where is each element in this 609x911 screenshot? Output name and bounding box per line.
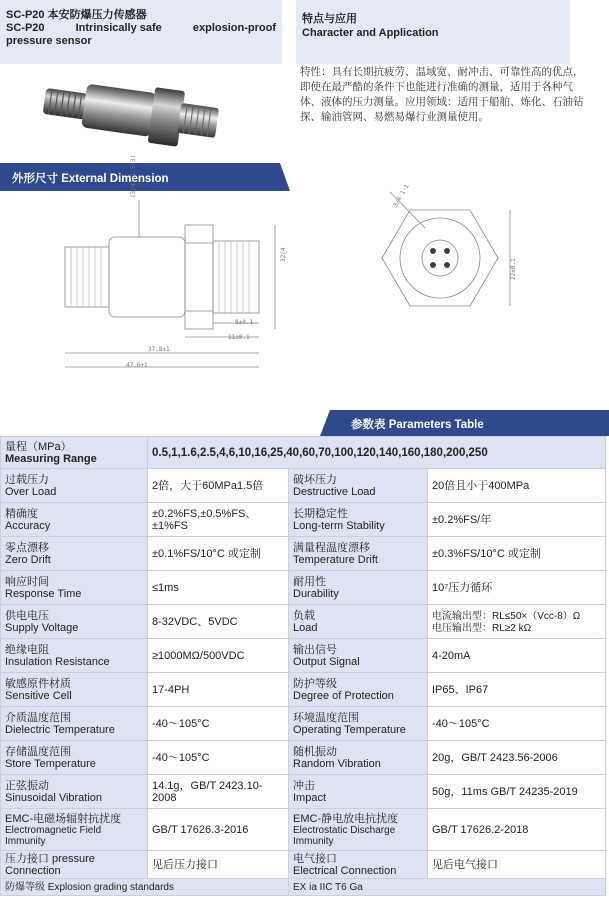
product-title-cn: SC-P20 本安防爆压力传感器: [6, 9, 147, 21]
cell-en: Store Temperature: [5, 757, 96, 770]
cell-cn: 压力接口 pressure Connection: [5, 852, 95, 877]
table-row: [1, 707, 606, 741]
cell-en: Durability: [293, 587, 339, 600]
param-value: [428, 673, 606, 707]
cell-en: Long-term Stability: [293, 519, 385, 532]
table-row: [1, 639, 606, 673]
param-label: [1, 707, 148, 741]
cell-value: ±0.2%FS/年: [432, 513, 492, 526]
param-value: [428, 537, 606, 571]
param-value: [148, 775, 289, 809]
measuring-range-value-cell: [148, 437, 606, 469]
param-value: [148, 639, 289, 673]
dimension-heading: 外形尺寸 External Dimension: [12, 173, 169, 185]
cell-cn: 精确度: [5, 507, 38, 520]
param-label: [289, 673, 428, 707]
cell-en: Electrostatic Discharge Immunity: [293, 824, 396, 847]
features-heading-box: [296, 0, 570, 64]
cell-en: Impact: [293, 791, 327, 804]
table-row: [1, 879, 606, 896]
cell-cn: 零点漂移: [5, 541, 49, 554]
cell-cn: 介质温度范围: [5, 711, 71, 724]
cell-cn: EMC-电磁场辐射抗扰度: [5, 812, 122, 825]
param-label: [289, 707, 428, 741]
cell-value: ≥1000MΩ/500VDC: [152, 649, 245, 662]
param-value: [148, 741, 289, 775]
table-row: [1, 775, 606, 809]
param-label: [1, 809, 148, 851]
param-value: [428, 571, 606, 605]
param-value: [428, 639, 606, 673]
param-value: [428, 503, 606, 537]
cell-cn: 随机振动: [293, 745, 337, 758]
cell-value: 见后电气接口: [432, 858, 498, 871]
cell-en: Response Time: [5, 587, 82, 600]
cell-en: Sensitive Cell: [5, 689, 72, 702]
table-row: [1, 605, 606, 639]
cell-cn: 防爆等级 Explosion grading standards: [5, 882, 174, 893]
dim-label-mid-length: 37.8±1: [148, 346, 170, 353]
measuring-range-value: 0.5,1,1.6,2.5,4,6,10,16,25,40,60,70,100,120,140,160,180,200,250: [152, 446, 488, 459]
cell-value: ±0.3%FS/10°C 或定制: [432, 547, 541, 560]
params-heading-wrap: [320, 410, 609, 436]
cell-cn: 过载压力: [5, 473, 49, 486]
param-value: [148, 571, 289, 605]
table-row: [1, 851, 606, 879]
cell-value: 4-20mA: [432, 649, 471, 662]
cell-cn: EMC-静电放电抗扰度: [293, 812, 399, 825]
features-heading-en: Character and Application: [302, 27, 439, 39]
table-row: [1, 469, 606, 503]
param-value: [148, 605, 289, 639]
cell-value: ±0.2%FS,±0.5%FS、±1%FS: [152, 507, 257, 532]
param-label: [289, 469, 428, 503]
dim-label-front-size: 22±0.1: [510, 258, 517, 280]
cell-value: 20倍且小于400MPa: [432, 479, 530, 492]
table-row: [1, 437, 606, 469]
param-value: [428, 809, 606, 851]
dim-label-total-length: 47.6±1: [126, 362, 148, 369]
param-label: [1, 741, 148, 775]
cell-value: 8-32VDC、5VDC: [152, 615, 238, 628]
table-row: [1, 503, 606, 537]
cell-en: Measuring Range: [5, 452, 97, 465]
cell-en: Dielectric Temperature: [5, 723, 115, 736]
param-value: [148, 503, 289, 537]
param-value: [148, 809, 289, 851]
cell-cn: 响应时间: [5, 575, 49, 588]
param-value: [428, 775, 606, 809]
cell-en: Electromagnetic Field Immunity: [5, 824, 102, 847]
param-value: [428, 741, 606, 775]
cell-cn: 电气接口: [293, 852, 337, 865]
cell-value: 50g，11ms GB/T 24235-2019: [432, 785, 578, 798]
side-view-drawing: [55, 195, 295, 385]
table-row: [1, 571, 606, 605]
param-label: [1, 537, 148, 571]
cell-en: Degree of Protection: [293, 689, 394, 702]
param-label: [1, 775, 148, 809]
param-label: [289, 537, 428, 571]
cell-en: Output Signal: [293, 655, 360, 668]
cell-en: Insulation Resistance: [5, 655, 110, 668]
param-label: [289, 639, 428, 673]
cell-en: Zero Drift: [5, 553, 51, 566]
parameters-table: [0, 436, 606, 896]
cell-value: -40～105°C: [432, 717, 490, 730]
table-row: [1, 809, 606, 851]
cell-cn: 冲击: [293, 779, 315, 792]
dim-label-hex-length: 11±0.1: [228, 334, 250, 341]
features-text: 特性：具有长期抗疲劳、温域宽、耐冲击、可靠性高的优点，即使在最严酷的条件下也能进行准确的测量，适用于各种气体、液体的压力测量。应用领域：适用于船舶、炼化、石油钻探、输油管网、易燃易爆行业测量使用。: [300, 66, 584, 123]
table-row: [1, 741, 606, 775]
param-label: [289, 503, 428, 537]
features-heading-cn: 特点与应用: [302, 13, 357, 25]
cell-value: 10⁷压力循环: [432, 581, 493, 594]
cell-en: Destructive Load: [293, 485, 376, 498]
param-value: [148, 851, 289, 879]
cell-value: 14.1g，GB/T 2423.10-2008: [152, 779, 263, 804]
cell-value: IP65、IP67: [432, 683, 489, 696]
param-label: [289, 605, 428, 639]
param-rows: [1, 469, 606, 879]
param-label: [1, 571, 148, 605]
product-title-en-line1: [6, 22, 276, 35]
cell-cn: 负载: [293, 609, 315, 622]
param-value: [428, 469, 606, 503]
cell-cn: 防护等级: [293, 677, 337, 690]
dimension-heading-wrap: [0, 163, 290, 191]
param-value: [428, 707, 606, 741]
cell-en: Supply Voltage: [5, 621, 79, 634]
param-value: [148, 537, 289, 571]
cell-value: -40～105°C: [152, 751, 210, 764]
measuring-range-label: [1, 437, 148, 469]
cell-value: 见后压力接口: [152, 858, 218, 871]
cell-value: 2倍，大于60MPa1.5倍: [152, 479, 264, 492]
explosion-value: [289, 879, 606, 896]
cell-cn: 环境温度范围: [293, 711, 359, 724]
param-label: [289, 809, 428, 851]
param-label: [1, 851, 148, 879]
param-value: [148, 469, 289, 503]
table-row: [1, 673, 606, 707]
param-label: [289, 775, 428, 809]
param-label: [289, 851, 428, 879]
explosion-label: [1, 879, 289, 896]
cell-cn: 输出信号: [293, 643, 337, 656]
title-en-part: explosion-proof: [192, 22, 276, 34]
cell-en: Electrical Connection: [293, 864, 397, 877]
cell-cn: 长期稳定性: [293, 507, 348, 520]
param-label: [289, 741, 428, 775]
param-label: [1, 605, 148, 639]
title-en-part: SC-P20: [6, 22, 45, 34]
param-label: [1, 503, 148, 537]
cell-value: ±0.1%FS/10°C 或定制: [152, 547, 261, 560]
cell-en: Over Load: [5, 485, 57, 498]
front-view-drawing: [370, 188, 520, 313]
cell-cn: 绝缘电阻: [5, 643, 49, 656]
cell-cn: 量程（MPa）: [5, 440, 72, 453]
cell-cn: 耐用性: [293, 575, 326, 588]
cell-en: Random Vibration: [293, 757, 381, 770]
dim-label-front-thread: 3/4-1-1: [392, 183, 411, 209]
param-value: [428, 851, 606, 879]
cell-cn: 满量程温度漂移: [293, 541, 370, 554]
param-label: [1, 673, 148, 707]
param-label: [1, 639, 148, 673]
cell-en: Load: [293, 621, 318, 634]
cell-cn: 敏感原件材质: [5, 677, 71, 690]
param-label: [1, 469, 148, 503]
table-row: [1, 537, 606, 571]
cell-cn: 正弦振动: [5, 779, 49, 792]
product-title-box: [0, 0, 282, 64]
cell-value: 17-4PH: [152, 683, 190, 696]
params-heading: 参数表 Parameters Table: [351, 419, 484, 431]
cell-en: Operating Temperature: [293, 723, 406, 736]
cell-value: 20g，GB/T 2423.56-2006: [432, 751, 558, 764]
cell-value: ≤1ms: [152, 581, 179, 594]
cell-value: EX ia IIC T6 Ga: [293, 882, 363, 893]
cell-cn: 存储温度范围: [5, 745, 71, 758]
product-title-en-line2: pressure sensor: [6, 35, 92, 47]
product-photo: [36, 70, 226, 148]
param-value: [148, 673, 289, 707]
param-label: [289, 571, 428, 605]
cell-value: GB/T 17626.2-2018: [432, 823, 529, 836]
param-value: [428, 605, 606, 639]
cell-en: Temperature Drift: [293, 553, 378, 566]
dim-label-thread-length: 8±0.1: [235, 319, 254, 326]
cell-cn: 供电电压: [5, 609, 49, 622]
cell-en: Accuracy: [5, 519, 51, 532]
cell-en: Sinusoidal Vibration: [5, 791, 103, 804]
cell-value: GB/T 17626.3-2016: [152, 823, 249, 836]
cell-value: -40～105°C: [152, 717, 210, 730]
dim-label-height: (3/4)-1.5(3): [130, 154, 137, 198]
dim-label-thread-size: 32/4: [280, 247, 287, 262]
cell-value: 电流输出型：RL≤50×（Vcc-8）Ω 电压输出型：RL≥2 kΩ: [432, 610, 581, 634]
param-value: [148, 707, 289, 741]
title-en-part: Intrinsically safe: [75, 22, 162, 34]
cell-cn: 破坏压力: [293, 473, 337, 486]
